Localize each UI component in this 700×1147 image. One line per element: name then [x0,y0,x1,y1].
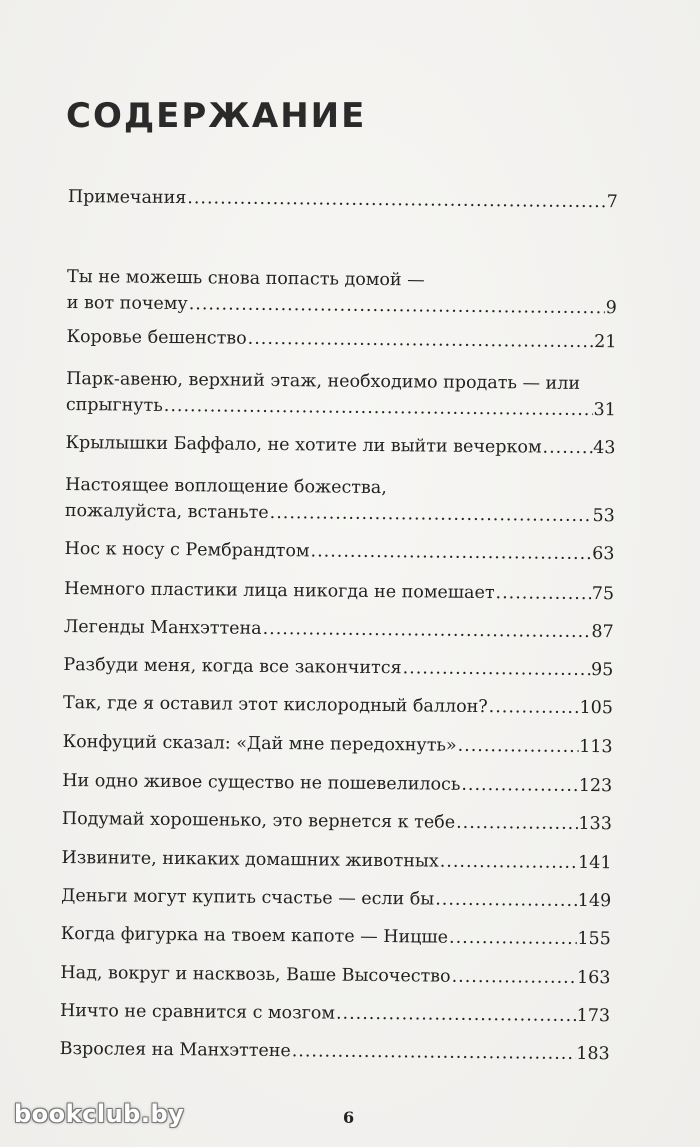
dot-leader [310,538,591,567]
dot-leader [270,500,592,529]
toc-entry-title-line1: Ты не можешь снова попасть домой — [67,266,425,291]
toc-entry-page: 105 [579,697,614,719]
toc-entry-title: Подумай хорошенько, это вернется к тебе [61,808,456,833]
toc-entry-page: 95 [590,660,614,681]
toc-entry [66,324,616,355]
toc-entry-title: Взрослея на Манхэттене [59,1038,291,1062]
page-title: СОДЕРЖАНИЕ [66,96,367,136]
toc-entry-title: Нос к носу с Рембрандтом [64,538,310,562]
toc-entry-title: Извините, никаких домашних животных [61,847,439,872]
toc-entry [61,883,611,914]
dot-leader [456,810,578,837]
toc-entry [65,472,615,529]
toc-entry-page: 7 [606,192,618,213]
toc-entry-title: спрыгнуть [65,394,163,416]
toc-entry [64,536,614,567]
toc-entry [60,960,610,991]
toc-entry-page: 75 [591,584,615,605]
toc-entry-page: 63 [592,544,615,565]
dot-leader [489,694,579,721]
toc-entry-page: 123 [578,775,613,797]
dot-leader [452,964,577,991]
dot-leader [449,925,577,952]
toc-entry [66,366,616,423]
dot-leader [461,772,578,799]
dot-leader [336,1001,576,1029]
toc-entry-page: 9 [605,298,617,319]
dot-leader [187,185,606,215]
toc-entry [64,576,614,607]
toc-entry-title: Ничто не сравнится с мозгом [59,1000,336,1024]
toc-entry-title: Примечания [67,186,187,209]
toc-entry-title: Над, вокруг и насквозь, Ваше Высочество [60,962,451,987]
table-of-contents [59,184,618,1065]
toc-entry-title: пожалуйста, встаньте [64,500,269,523]
toc-entry-page: 113 [579,736,613,758]
toc-entry [61,921,611,952]
dot-leader [292,1038,576,1067]
toc-entry-title: Легенды Манхэттена [63,616,262,639]
toc-entry [60,1036,610,1067]
toc-entry-title: Конфуций сказал: «Дай мне передохнуть» [62,731,457,756]
toc-entry-title-line1: Парк-авеню, верхний этаж, необходимо продать — или [66,368,581,394]
toc-entry [63,729,613,760]
toc-entry-title: Разбуди меня, когда все закончится [63,654,402,679]
toc-entry [60,998,610,1029]
toc-entry-page: 173 [576,1005,611,1027]
toc-entry [63,652,613,683]
toc-entry-page: 155 [577,928,611,950]
dot-leader [402,655,590,683]
toc-entry [64,614,614,645]
toc-entry-page: 43 [593,438,616,459]
watermark-logo: bookclub.by [14,1100,185,1128]
toc-entry [61,845,611,876]
dot-leader [435,887,577,914]
dot-leader [440,849,578,876]
toc-entry [65,430,615,461]
page-number: 6 [343,1108,355,1127]
toc-entry [68,184,618,215]
dot-leader [248,326,594,355]
dot-leader [189,291,605,321]
dot-leader [542,435,592,461]
toc-entry-page: 21 [594,332,617,353]
toc-entry [62,806,612,837]
toc-entry-page: 31 [593,400,616,421]
toc-entry-title: Когда фигурка на твоем капоте — Ницше [60,923,449,948]
toc-entry [67,264,617,321]
dot-leader [263,616,591,645]
toc-entry-page: 163 [576,967,611,989]
toc-entry-title: Деньги могут купить счастье — если бы [61,885,435,910]
toc-entry-page: 141 [578,852,612,874]
toc-entry-title: Ни одно живое существо не пошевелилось [62,770,461,795]
toc-entry-title-line1: Настоящее воплощение божества, [65,474,387,499]
toc-entry-title: Коровье бешенство [66,326,247,349]
toc-entry-page: 149 [577,890,612,912]
toc-entry-page: 53 [592,506,615,527]
toc-entry-title: Крылышки Баффало, не хотите ли выйти вечерком [65,432,542,458]
toc-entry-page: 133 [578,813,612,835]
dot-leader [458,733,579,760]
toc-entry-page: 87 [591,622,614,643]
dot-leader [495,580,590,607]
toc-entry-page: 183 [576,1043,610,1065]
toc-entry [62,768,612,799]
toc-entry-title: и вот почему [66,292,188,315]
toc-entry-title: Немного пластики лица никогда не помешает [64,578,495,604]
toc-entry [63,690,613,721]
dot-leader [164,393,593,423]
toc-entry-title: Так, где я оставил этот кислородный баллон? [62,692,488,718]
